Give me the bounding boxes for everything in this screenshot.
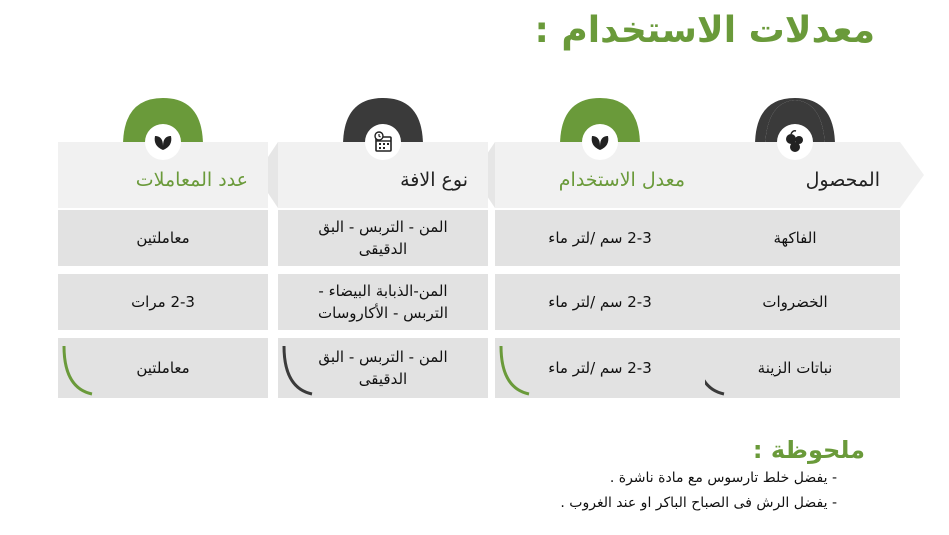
corner-curve — [495, 338, 531, 398]
cell-text: الخضروات — [762, 293, 828, 311]
calendar-clock-icon — [365, 124, 401, 160]
page-title: معدلات الاستخدام : — [534, 10, 875, 51]
cell-text: 2-3 مرات — [131, 293, 195, 311]
cell-text: المن-الذبابة البيضاء - التربس - الأكاروسات — [318, 282, 448, 322]
note-title: ملحوظة : — [752, 436, 865, 464]
corner-curve — [58, 338, 94, 398]
column-header-label: معدل الاستخدام — [558, 169, 685, 191]
table-cell — [495, 338, 705, 398]
table-cell — [495, 210, 705, 266]
table-cell — [690, 274, 900, 330]
leaf-icon — [582, 124, 618, 160]
cell-text: 2-3 سم /لتر ماء — [548, 293, 652, 311]
cell-text: نباتات الزينة — [757, 359, 833, 377]
cell-text: 2-3 سم /لتر ماء — [548, 359, 652, 377]
table-cell — [58, 274, 268, 330]
fruit-basket-icon — [777, 124, 813, 160]
column-header-label: نوع الافة — [400, 169, 468, 191]
leaf-icon — [145, 124, 181, 160]
table-cell — [58, 210, 268, 266]
header-arrow — [900, 142, 924, 208]
column-header-label: عدد المعاملات — [135, 169, 248, 191]
cell-text: 2-3 سم /لتر ماء — [548, 229, 652, 247]
note-item: - يفضل خلط تارسوس مع مادة ناشرة . — [609, 470, 837, 486]
cell-text: المن - التربس - البق الدقيقى — [318, 348, 448, 388]
column-header-label: المحصول — [805, 169, 880, 191]
table-cell — [278, 274, 488, 330]
cell-text: معاملتين — [136, 359, 190, 377]
table-cell — [278, 338, 488, 398]
corner-curve — [278, 338, 314, 398]
note-item: - يفضل الرش فى الصباح الباكر او عند الغروب . — [560, 495, 837, 511]
table-cell — [495, 274, 705, 330]
cell-text: المن - التربس - البق الدقيقى — [318, 218, 448, 258]
table-cell — [278, 210, 488, 266]
table-cell — [690, 210, 900, 266]
table-cell — [58, 338, 268, 398]
note-list — [560, 466, 837, 516]
cell-text: معاملتين — [136, 229, 190, 247]
table-cell — [690, 338, 900, 398]
cell-text: الفاكهة — [773, 229, 817, 247]
